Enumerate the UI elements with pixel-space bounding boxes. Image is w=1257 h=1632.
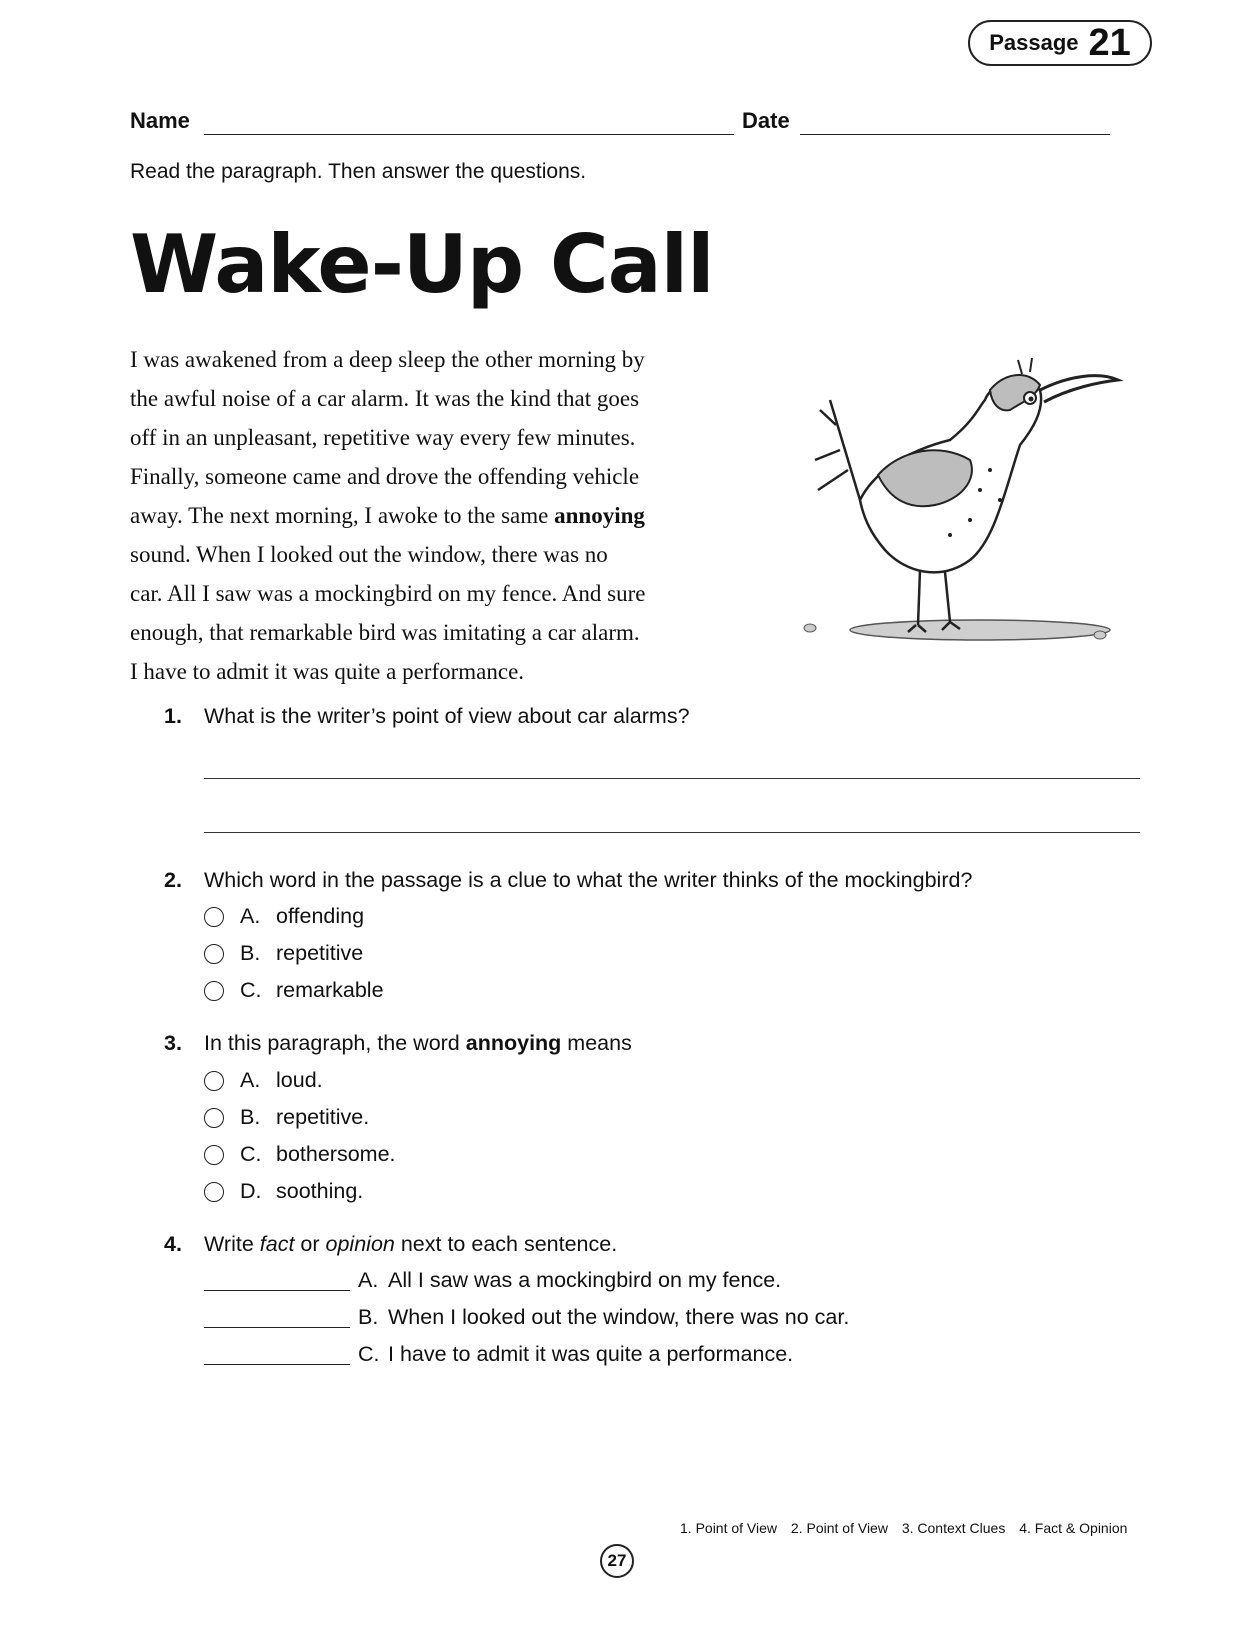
fact-opinion-blank[interactable] [204,1364,350,1365]
mockingbird-illustration [800,350,1150,660]
passage-label: Passage [989,30,1079,55]
passage-badge [968,20,1152,66]
passage-line: I have to admit it was quite a performance. [130,659,525,684]
passage-line: car. All I saw was a mockingbird on my fence. And sure [130,581,646,606]
page-number: 27 [600,1544,634,1578]
item-text: All I saw was a mockingbird on my fence. [388,1268,782,1292]
passage-line: the awful noise of a car alarm. It was the kind that goes [130,386,640,411]
radio-bubble[interactable] [204,944,224,964]
instructions: Read the paragraph. Then answer the questions. [130,160,587,183]
item-letter: B. [358,1305,379,1329]
passage-title: Wake-Up Call [130,218,714,311]
question-text-italic: fact [259,1232,295,1256]
question-number: 2. [164,868,182,892]
passage-line: off in an unpleasant, repetitive way every few minutes. [130,425,636,450]
passage-line-text: away. The next morning, I awoke to the same [130,503,549,528]
question-number: 1. [164,704,182,728]
question-text-italic: opinion [325,1232,395,1256]
passage-line: sound. When I looked out the window, there was no [130,542,608,567]
date-label: Date [742,108,790,133]
option-letter: C. [240,1142,262,1166]
option-letter: B. [240,1105,261,1129]
fact-opinion-blank[interactable] [204,1327,350,1328]
radio-bubble[interactable] [204,1108,224,1128]
name-field[interactable] [204,134,734,135]
option-letter: C. [240,978,262,1002]
answer-line[interactable] [204,832,1140,833]
question-text [204,1232,617,1257]
question-text: What is the writer’s point of view about car alarms? [204,704,690,728]
option-letter: A. [240,1068,261,1092]
radio-bubble[interactable] [204,1182,224,1202]
question-text-part: or [300,1232,320,1256]
skill-label: 2. Point of View [790,1520,888,1536]
radio-bubble[interactable] [204,981,224,1001]
option-text: remarkable [276,978,384,1002]
question-text-part: next to each sentence. [400,1232,618,1256]
option-letter: A. [240,904,261,928]
skill-label: 1. Point of View [680,1520,778,1536]
item-text: When I looked out the window, there was no car. [388,1305,850,1329]
radio-bubble[interactable] [204,1145,224,1165]
skills-footer [680,1520,1137,1536]
passage-keyword: annoying [554,503,645,528]
name-date-row [130,104,1110,138]
passage-line: I was awakened from a deep sleep the other morning by [130,347,645,372]
question-text [204,1031,632,1056]
passage-number: 21 [1088,21,1131,64]
option-text: offending [276,904,365,928]
option-letter: B. [240,941,261,965]
fact-opinion-blank[interactable] [204,1290,350,1291]
question-text-part: In this paragraph, the word [204,1031,460,1055]
question-text: Which word in the passage is a clue to what the writer thinks of the mockingbird? [204,868,973,892]
passage-line: Finally, someone came and drove the offending vehicle [130,464,640,489]
option-text: soothing. [276,1179,364,1203]
option-text: loud. [276,1068,323,1092]
question-number: 4. [164,1232,182,1256]
passage-line [130,496,740,535]
option-text: repetitive. [276,1105,370,1129]
question-text-part: means [567,1031,632,1055]
question-number: 3. [164,1031,182,1055]
option-text: repetitive [276,941,364,965]
item-text: I have to admit it was quite a performance. [388,1342,794,1366]
item-letter: C. [358,1342,380,1366]
question-keyword: annoying [465,1031,562,1055]
date-field[interactable] [800,134,1110,135]
option-text: bothersome. [276,1142,396,1166]
radio-bubble[interactable] [204,907,224,927]
radio-bubble[interactable] [204,1071,224,1091]
answer-line[interactable] [204,778,1140,779]
option-letter: D. [240,1179,262,1203]
passage-line: enough, that remarkable bird was imitating a car alarm. [130,620,640,645]
skill-label: 3. Context Clues [901,1520,1006,1536]
name-label: Name [130,108,190,133]
skill-label: 4. Fact & Opinion [1019,1520,1128,1536]
question-text-part: Write [204,1232,254,1256]
item-letter: A. [358,1268,379,1292]
passage-text [130,340,740,691]
